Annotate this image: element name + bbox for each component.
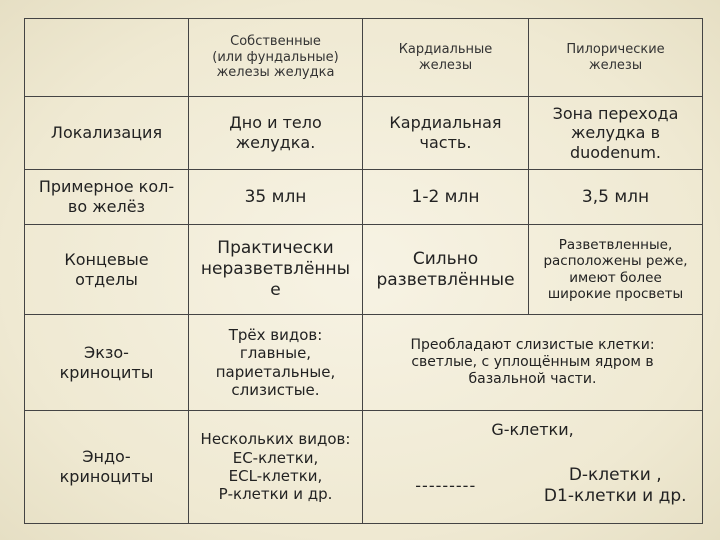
table-row-count <box>25 170 703 225</box>
cell-own-count: 35 млн <box>189 170 363 225</box>
table-row-terminal <box>25 225 703 315</box>
cell-own-exocrinocytes: Трёх видов: главные, париетальные, слизистые. <box>189 315 363 411</box>
row-label-terminal: Концевые отделы <box>25 225 189 315</box>
header-cardiac-glands: Кардиальные железы <box>363 19 529 97</box>
gastric-glands-table <box>24 18 703 524</box>
cell-pyloric-endocrinocytes: D-клетки , D1-клетки и др. <box>529 449 703 524</box>
row-label-exocrinocytes: Экзо- криноциты <box>25 315 189 411</box>
cell-pyloric-localization: Зона перехода желудка в duodenum. <box>529 97 703 170</box>
cell-pyloric-count: 3,5 млн <box>529 170 703 225</box>
cell-cardiac-endocrinocytes: --------- <box>363 449 529 524</box>
table-row-localization <box>25 97 703 170</box>
row-label-count: Примерное кол- во желёз <box>25 170 189 225</box>
table-row-exocrinocytes <box>25 315 703 411</box>
cell-pyloric-terminal: Разветвленные, расположены реже, имеют более широкие просветы <box>529 225 703 315</box>
header-pyloric-glands: Пилорические железы <box>529 19 703 97</box>
cell-own-terminal: Практически неразветвлённы е <box>189 225 363 315</box>
cell-own-endocrinocytes: Нескольких видов: ЕС-клетки, ЕСL-клетки, Р-клетки и др. <box>189 411 363 524</box>
header-own-glands: Собственные (или фундальные) железы желудка <box>189 19 363 97</box>
cell-cardiac-terminal: Сильно разветвлённые <box>363 225 529 315</box>
table-row-endocrinocytes-top <box>25 411 703 449</box>
cell-own-localization: Дно и тело желудка. <box>189 97 363 170</box>
cell-endocrinocytes-shared: G-клетки, <box>363 411 703 449</box>
cell-cardiac-count: 1-2 млн <box>363 170 529 225</box>
row-label-localization: Локализация <box>25 97 189 170</box>
header-empty-cell <box>25 19 189 97</box>
cell-cardiac-localization: Кардиальная часть. <box>363 97 529 170</box>
cell-cardiac-pyloric-exocrinocytes: Преобладают слизистые клетки: светлые, с уплощённым ядром в базальной части. <box>363 315 703 411</box>
row-label-endocrinocytes: Эндо- криноциты <box>25 411 189 524</box>
table-header-row <box>25 19 703 97</box>
